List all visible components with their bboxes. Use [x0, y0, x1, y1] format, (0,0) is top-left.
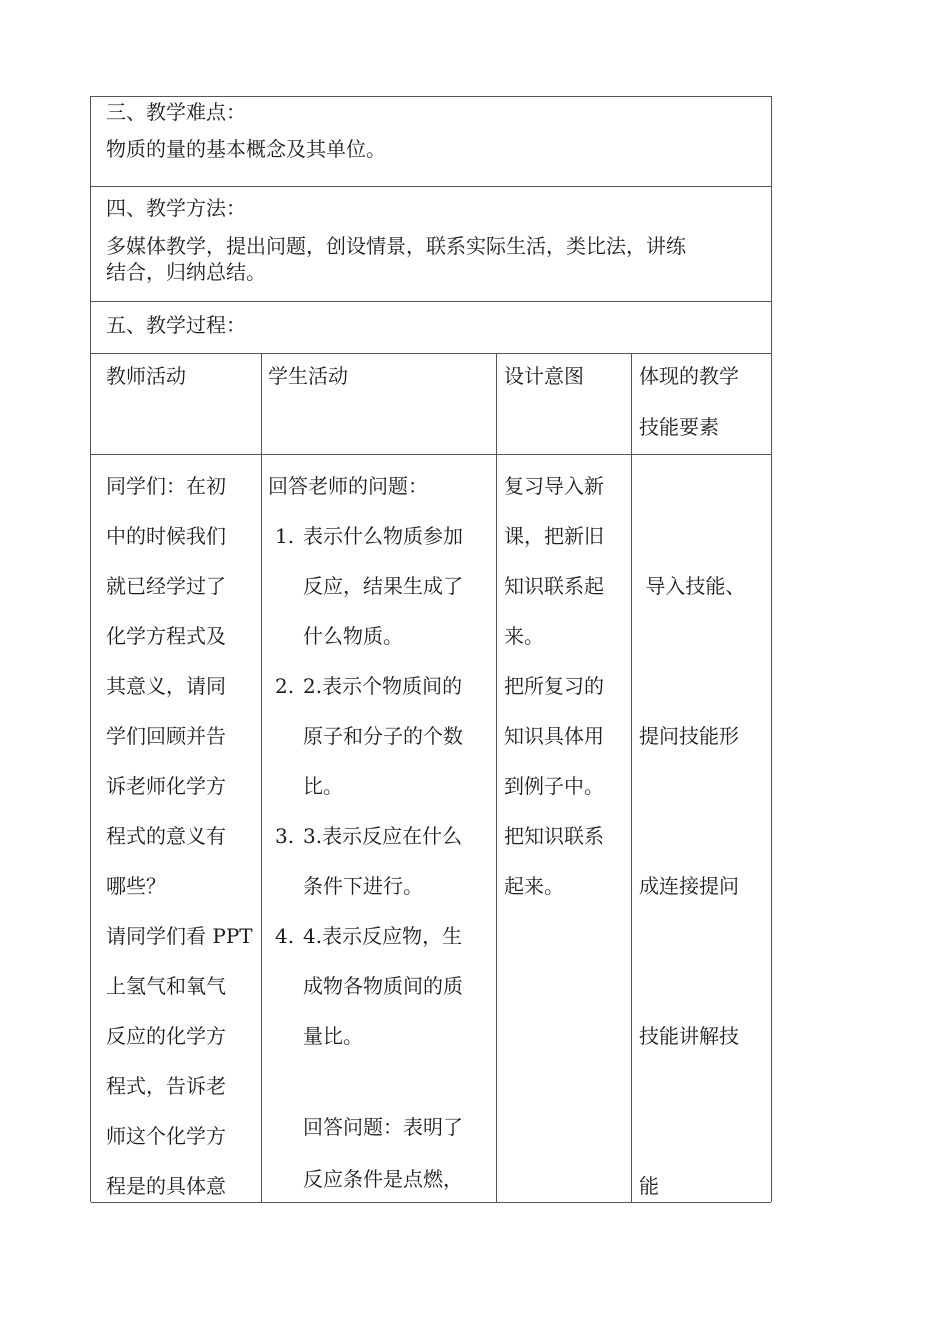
student-item	[275, 911, 463, 1061]
teacher-line: 请同学们看 PPT	[106, 924, 253, 948]
design-line: 把所复习的	[504, 674, 604, 698]
teacher-line: 学们回顾并告	[106, 724, 226, 748]
design-line: 起来。	[504, 874, 564, 898]
item-number: 4.	[275, 924, 295, 948]
design-intent-cell	[504, 461, 604, 911]
row-divider	[91, 301, 771, 302]
teacher-activity-cell	[106, 461, 253, 1211]
teacher-line: 师这个化学方	[106, 1124, 226, 1148]
lesson-plan-table	[90, 96, 772, 1202]
methods-heading: 四、教学方法：	[106, 196, 246, 220]
student-item-line: 4.表示反应物，生	[303, 924, 463, 948]
student-item-line: 比。	[303, 774, 343, 798]
difficulties-heading: 三、教学难点：	[106, 100, 246, 124]
design-line: 来。	[504, 624, 544, 648]
student-item	[275, 811, 463, 911]
student-item-line: 3.表示反应在什么	[303, 824, 463, 848]
design-line: 把知识联系	[504, 824, 604, 848]
skill-line: 导入技能、	[639, 574, 746, 598]
student-item-line: 反应，结果生成了	[303, 574, 463, 598]
student-item-line: 条件下进行。	[303, 874, 423, 898]
student-item-line: 什么物质。	[303, 624, 403, 648]
design-line: 课，把新旧	[504, 524, 604, 548]
header-student-activity: 学生活动	[268, 364, 348, 388]
skill-line: 技能讲解技	[639, 1024, 739, 1048]
teacher-line: 其意义，请同	[106, 674, 226, 698]
difficulties-text: 物质的量的基本概念及其单位。	[106, 137, 386, 161]
teacher-line: 诉老师化学方	[106, 774, 226, 798]
header-skill-line2: 技能要素	[639, 415, 719, 439]
teacher-line: 哪些？	[106, 874, 166, 898]
student-answer-line: 反应条件是点燃，	[303, 1167, 463, 1191]
header-teacher-activity: 教师活动	[106, 364, 186, 388]
column-divider	[261, 353, 262, 1203]
teacher-line: 反应的化学方	[106, 1024, 226, 1048]
teacher-line: 程式的意义有	[106, 824, 226, 848]
item-number: 1.	[275, 524, 295, 548]
skill-line: 能	[639, 1174, 659, 1198]
column-divider	[631, 353, 632, 1203]
student-answer-line: 回答问题：表明了	[303, 1115, 463, 1139]
item-number: 3.	[275, 824, 295, 848]
student-activity-cell	[268, 461, 463, 1205]
column-divider	[496, 353, 497, 1203]
item-number: 2.	[275, 674, 295, 698]
header-design-intent: 设计意图	[504, 364, 584, 388]
design-line: 复习导入新	[504, 474, 604, 498]
student-intro: 回答老师的问题：	[268, 474, 428, 498]
teacher-line: 中的时候我们	[106, 524, 226, 548]
teacher-line: 程是的具体意	[106, 1174, 226, 1198]
methods-text-line2: 结合，归纳总结。	[106, 260, 266, 284]
design-line: 知识具体用	[504, 724, 604, 748]
row-divider	[91, 353, 771, 354]
student-item-line: 成物各物质间的质	[303, 974, 463, 998]
student-item	[275, 511, 463, 661]
skill-elements-cell	[639, 461, 745, 1311]
row-divider	[91, 454, 771, 455]
process-heading: 五、教学过程：	[106, 313, 246, 337]
student-item-line: 原子和分子的个数	[303, 724, 463, 748]
teacher-line: 就已经学过了	[106, 574, 226, 598]
design-line: 知识联系起	[504, 574, 604, 598]
header-skill-line1: 体现的教学	[639, 364, 739, 388]
student-item-line: 表示什么物质参加	[303, 524, 463, 548]
teacher-line: 化学方程式及	[106, 624, 226, 648]
teacher-line: 上氢气和氧气	[106, 974, 226, 998]
design-line: 到例子中。	[504, 774, 604, 798]
skill-line: 提问技能形	[639, 724, 739, 748]
row-divider	[91, 186, 771, 187]
methods-text-line1: 多媒体教学，提出问题，创设情景，联系实际生活，类比法，讲练	[106, 234, 686, 258]
skill-line: 成连接提问	[639, 874, 739, 898]
student-item	[275, 661, 463, 811]
teacher-line: 同学们：在初	[106, 474, 226, 498]
student-item-line: 量比。	[303, 1024, 363, 1048]
student-item-line: 2.表示个物质间的	[303, 674, 463, 698]
teacher-line: 程式，告诉老	[106, 1074, 226, 1098]
